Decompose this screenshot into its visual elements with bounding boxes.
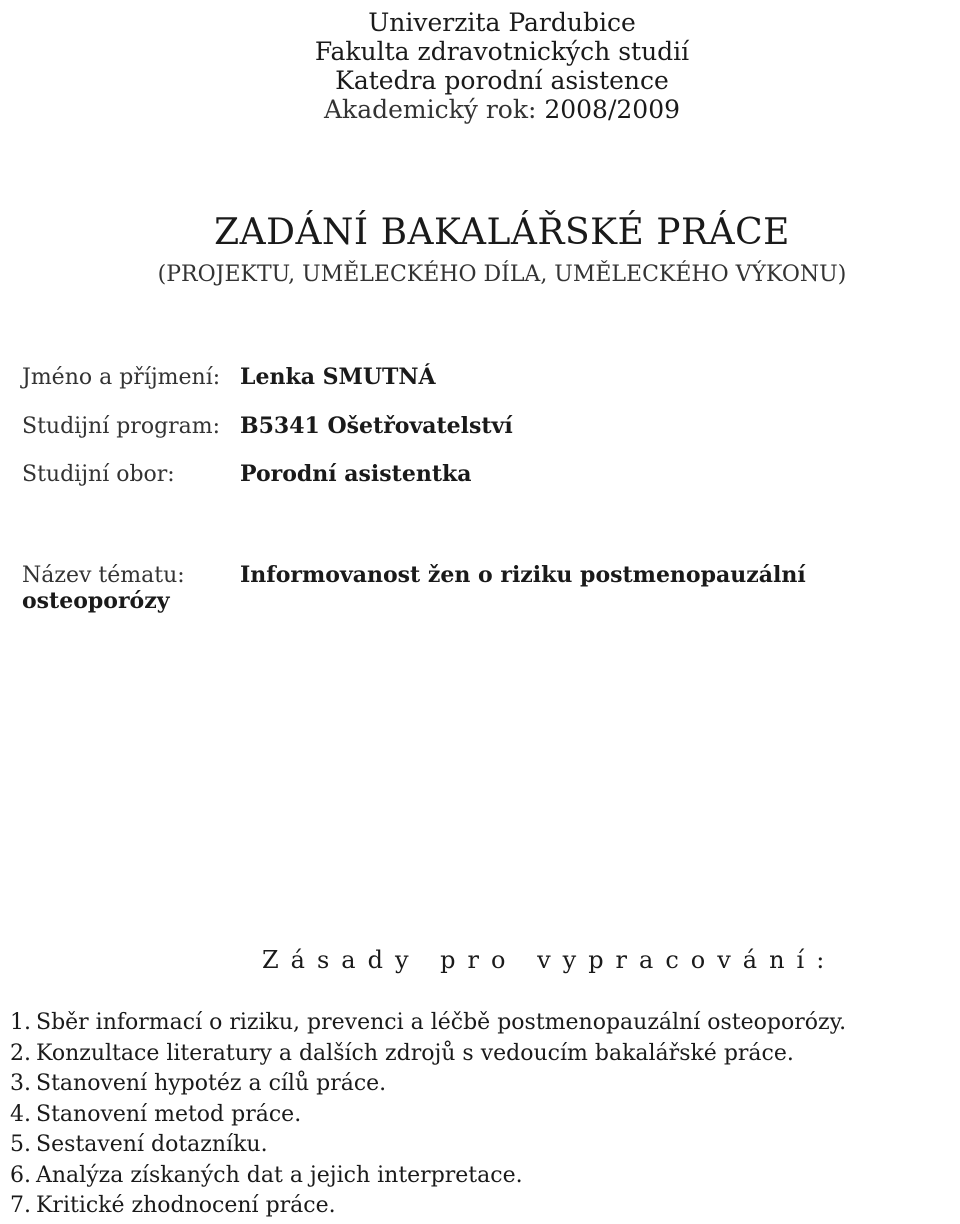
rules-item: [10, 1008, 846, 1039]
department-name: Katedra porodní asistence: [335, 66, 669, 95]
university-name: Univerzita Pardubice: [368, 8, 636, 37]
field-branch-row: [22, 461, 471, 487]
rules-item-text: Stanovení metod práce.: [36, 1101, 302, 1127]
rules-item: [10, 1039, 846, 1070]
rules-item: [10, 1069, 846, 1100]
academic-year-label: Akademický rok:: [323, 95, 537, 124]
field-branch-value: Porodní asistentka: [240, 461, 472, 487]
rules-list: [10, 1008, 846, 1222]
rules-item-text: Sestavení dotazníku.: [36, 1132, 268, 1157]
rules-item: [10, 1100, 846, 1131]
document-header: [0, 8, 960, 124]
field-program-row: [22, 413, 513, 439]
field-branch-label: Studijní obor:: [22, 462, 175, 487]
field-program-value: B5341 Ošetřovatelství: [240, 413, 513, 439]
rules-item-number: 2.: [10, 1040, 31, 1066]
rules-item-text: Analýza získaných dat a jejich interpretace.: [36, 1162, 523, 1188]
rules-item-text: Kritické zhodnocení práce.: [36, 1193, 336, 1218]
field-topic-label: Název tématu:: [22, 563, 185, 588]
rules-item-number: 6.: [10, 1162, 31, 1188]
rules-item-text: Sběr informací o riziku, prevenci a léčbě postmenopauzální osteoporózy.: [36, 1010, 847, 1035]
field-topic-row: [22, 562, 960, 614]
academic-year-value: 2008/2009: [544, 95, 681, 124]
field-topic-value: Informovanost žen o riziku postmenopauzální osteoporózy: [22, 562, 806, 614]
academic-year: [0, 95, 960, 124]
rules-item-number: 5.: [10, 1132, 31, 1157]
rules-heading: Zásady pro vypracování:: [262, 946, 837, 974]
rules-item: [10, 1191, 846, 1222]
document-title: ZADÁNÍ BAKALÁŘSKÉ PRÁCE: [214, 212, 790, 253]
rules-item-text: Stanovení hypotéz a cílů práce.: [36, 1071, 387, 1096]
faculty-name: Fakulta zdravotnických studií: [314, 37, 690, 66]
field-name-label: Jméno a příjmení:: [22, 365, 221, 390]
rules-item-text: Konzultace literatury a dalších zdrojů s vedoucím bakalářské práce.: [36, 1040, 794, 1066]
field-name-row: [22, 364, 436, 390]
rules-item: [10, 1161, 846, 1192]
document-subtitle: (PROJEKTU, UMĚLECKÉHO DÍLA, UMĚLECKÉHO VÝKONU): [157, 262, 847, 287]
rules-item-number: 4.: [10, 1101, 31, 1127]
rules-item: [10, 1130, 846, 1161]
rules-item-number: 1.: [10, 1010, 31, 1035]
rules-item-number: 3.: [10, 1071, 31, 1096]
field-name-value: Lenka SMUTNÁ: [240, 364, 436, 390]
rules-item-number: 7.: [10, 1193, 31, 1218]
field-program-label: Studijní program:: [22, 414, 221, 439]
